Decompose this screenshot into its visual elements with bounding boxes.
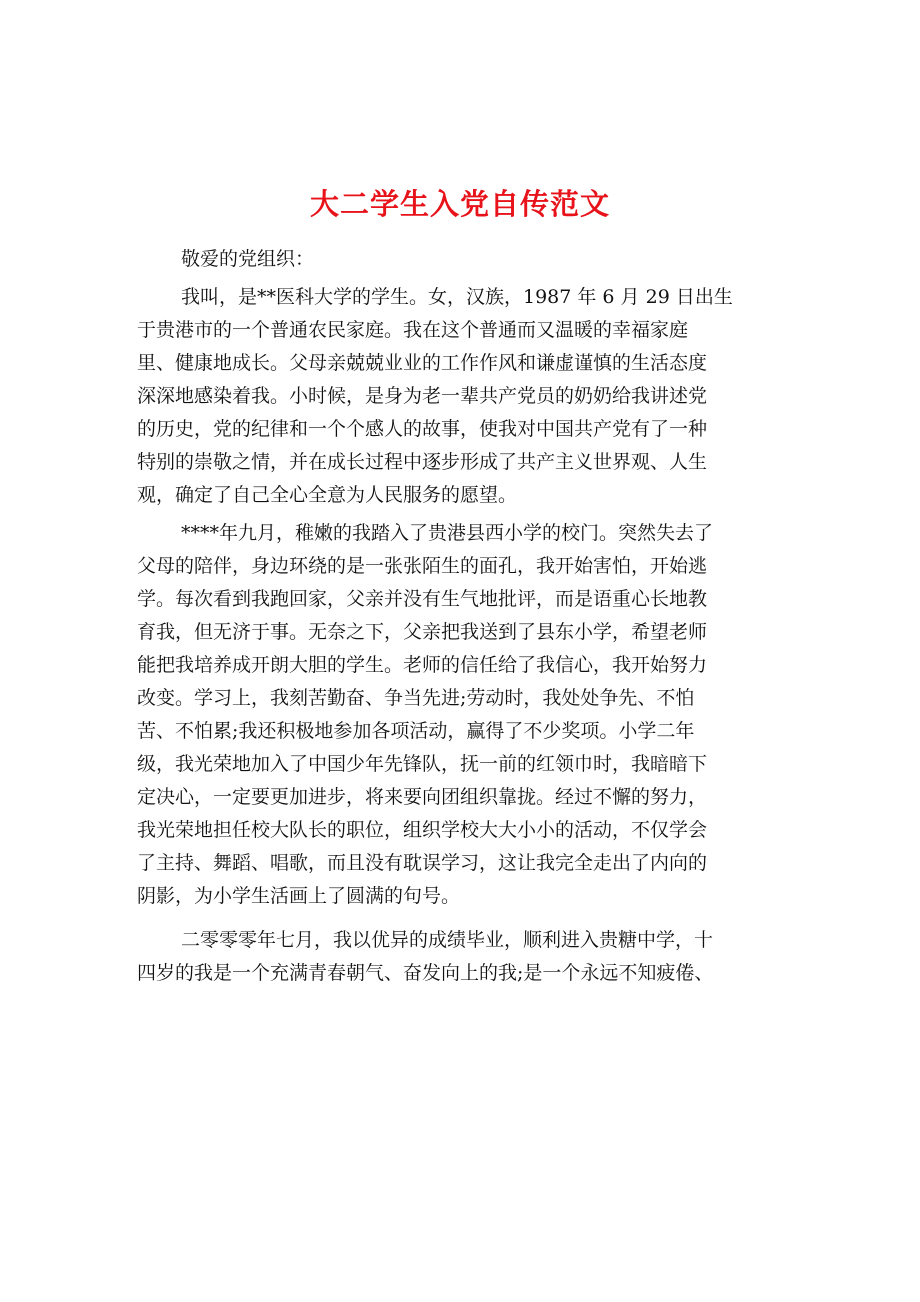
text-line: 级，我光荣地加入了中国少年先锋队，抚一前的红领巾时，我暗暗下 (137, 753, 708, 775)
paragraph-intro (137, 281, 771, 512)
text-line: 深深地感染着我。小时候，是身为老一辈共产党员的奶奶给我讲述党 (137, 385, 708, 407)
paragraph-primary-school (137, 517, 771, 913)
text-line: 学。每次看到我跑回家，父亲并没有生气地批评，而是语重心长地教 (137, 588, 708, 610)
document-body (137, 244, 771, 990)
text-line: 改变。学习上，我刻苦勤奋、争当先进;劳动时，我处处争先、不怕 (137, 687, 695, 709)
page-title: 大二学生入党自传范文 (309, 187, 610, 222)
text-line: 了主持、舞蹈、唱歌，而且没有耽误学习，这让我完全走出了内向的 (137, 852, 708, 874)
text-line: 观，确定了自己全心全意为人民服务的愿望。 (137, 484, 518, 506)
text-line: 二零零零年七月，我以优异的成绩毕业，顺利进入贵糖中学，十 (181, 929, 714, 951)
paragraph-middle-school (137, 924, 771, 990)
text-line: 阴影，为小学生活画上了圆满的句号。 (137, 885, 461, 907)
salutation: 敬爱的党组织： (181, 248, 315, 270)
text-line: 我叫，是**医科大学的学生。女，汉族，1987 年 6 月 29 日出生 (181, 286, 733, 308)
text-line: 的历史，党的纪律和一个个感人的故事，使我对中国共产党有了一种 (137, 418, 708, 440)
text-line: 于贵港市的一个普通农民家庭。我在这个普通而又温暖的幸福家庭 (137, 319, 689, 341)
text-line: 四岁的我是一个充满青春朝气、奋发向上的我;是一个永远不知疲倦、 (137, 962, 714, 984)
text-line: 苦、不怕累;我还积极地参加各项活动，赢得了不少奖项。小学二年 (137, 720, 695, 742)
text-line: 定决心，一定要更加进步，将来要向团组织靠拢。经过不懈的努力， (137, 786, 708, 808)
text-line: 能把我培养成开朗大胆的学生。老师的信任给了我信心，我开始努力 (137, 654, 708, 676)
text-line: 特别的崇敬之情，并在成长过程中逐步形成了共产主义世界观、人生 (137, 451, 708, 473)
text-line: 育我，但无济于事。无奈之下，父亲把我送到了县东小学，希望老师 (137, 621, 708, 643)
text-line: 父母的陪伴，身边环绕的是一张张陌生的面孔，我开始害怕，开始逃 (137, 555, 708, 577)
text-line: 我光荣地担任校大队长的职位，组织学校大大小小的活动，不仅学会 (137, 819, 708, 841)
text-line: ****年九月，稚嫩的我踏入了贵港县西小学的校门。突然失去了 (181, 522, 714, 544)
text-line: 里、健康地成长。父母亲兢兢业业的工作作风和谦虚谨慎的生活态度 (137, 352, 708, 374)
